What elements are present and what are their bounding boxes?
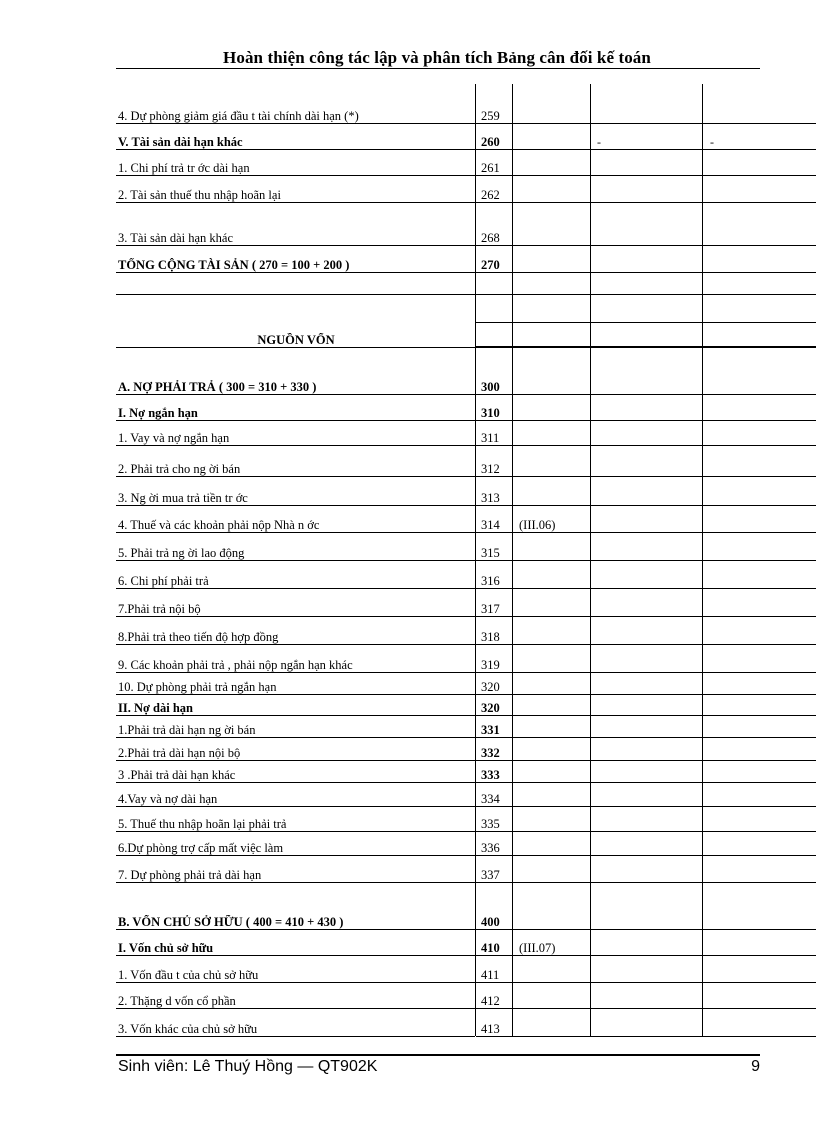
- table-row: [0, 129, 816, 149]
- row-rule: [476, 123, 816, 124]
- row-label: 7. Dự phòng phải trả dài hạn: [118, 868, 262, 882]
- row-label: 2. Thặng d vốn cổ phần: [118, 994, 236, 1008]
- row-value-current: -: [597, 135, 601, 149]
- row-rule: [476, 560, 816, 561]
- row-code: 319: [481, 658, 500, 672]
- row-rule: [476, 294, 816, 295]
- row-label: NGUỒN VỐN: [257, 333, 335, 347]
- row-code: 413: [481, 1022, 500, 1036]
- row-code: 411: [481, 968, 500, 982]
- row-rule: [476, 175, 816, 176]
- row-label: 7.Phải trả nội bộ: [118, 602, 201, 616]
- row-code: 260: [481, 135, 500, 149]
- table-row: [0, 103, 816, 123]
- row-code: 336: [481, 841, 500, 855]
- row-rule: [116, 272, 475, 273]
- row-rule: [476, 532, 816, 533]
- table-row: [0, 624, 816, 644]
- row-rule: [476, 806, 816, 807]
- row-rule: [476, 245, 816, 246]
- table-row: [0, 596, 816, 616]
- row-rule: [116, 882, 475, 883]
- row-rule: [116, 202, 475, 203]
- row-code: 314: [481, 518, 500, 532]
- table-row: [0, 182, 816, 202]
- row-rule: [476, 322, 816, 323]
- table-row: [0, 374, 816, 394]
- table-row: [0, 862, 816, 882]
- row-label: I. Nợ ngắn hạn: [118, 406, 198, 420]
- row-code: 335: [481, 817, 500, 831]
- row-rule: [476, 149, 816, 150]
- row-rule: [476, 1036, 816, 1037]
- row-rule: [116, 123, 475, 124]
- row-rule: [116, 420, 475, 421]
- row-label: 3. Vốn khác của chủ sở hữu: [118, 1022, 258, 1036]
- table-row: [0, 400, 816, 420]
- row-rule: [476, 394, 816, 395]
- table-row: [0, 155, 816, 175]
- row-rule: [116, 760, 475, 761]
- row-code: 259: [481, 109, 500, 123]
- table-row: [0, 786, 816, 806]
- page-number: 9: [751, 1058, 760, 1075]
- row-code: 312: [481, 462, 500, 476]
- row-rule: [116, 245, 475, 246]
- row-rule: [476, 616, 816, 617]
- row-rule: [116, 1008, 475, 1009]
- row-label: 6.Dự phòng trợ cấp mất việc làm: [118, 841, 284, 855]
- row-rule: [116, 715, 475, 716]
- table-row: [0, 512, 816, 532]
- row-rule: [476, 588, 816, 589]
- row-code: 313: [481, 491, 500, 505]
- row-rule: [476, 737, 816, 738]
- row-rule: [116, 588, 475, 589]
- row-rule: [476, 760, 816, 761]
- row-code: 315: [481, 546, 500, 560]
- row-code: 320: [481, 701, 500, 715]
- table-row: [0, 695, 816, 715]
- row-rule: [476, 445, 816, 446]
- row-rule: [476, 982, 816, 983]
- row-code: 317: [481, 602, 500, 616]
- row-rule: [476, 882, 816, 883]
- table-row: [0, 835, 816, 855]
- table-row: [0, 425, 816, 445]
- row-rule: [476, 476, 816, 477]
- row-label: 5. Phải trả ng ời lao động: [118, 546, 245, 560]
- row-label: 1. Vay và nợ ngắn hạn: [118, 431, 230, 445]
- row-label: 2. Tài sản thuế thu nhập hoãn lại: [118, 188, 281, 202]
- row-code: 320: [481, 680, 500, 694]
- table-row: [0, 327, 816, 347]
- row-code: 261: [481, 161, 500, 175]
- row-rule: [476, 955, 816, 956]
- row-rule: [116, 672, 475, 673]
- table-row: [0, 909, 816, 929]
- table-row: [0, 762, 816, 782]
- row-rule: [476, 505, 816, 506]
- table-row: [0, 252, 816, 272]
- table-row: [0, 652, 816, 672]
- row-rule: [116, 294, 475, 295]
- row-label: 4.Vay và nợ dài hạn: [118, 792, 218, 806]
- row-rule: [116, 476, 475, 477]
- row-label: V. Tài sản dài hạn khác: [118, 135, 243, 149]
- row-code: 311: [481, 431, 500, 445]
- table-row: [0, 674, 816, 694]
- row-label: TỔNG CỘNG TÀI SẢN ( 270 = 100 + 200 ): [118, 258, 350, 272]
- row-note: (III.06): [519, 518, 556, 532]
- row-rule: [476, 831, 816, 832]
- row-rule: [476, 782, 816, 783]
- row-label: 8.Phải trả theo tiến độ hợp đồng: [118, 630, 279, 644]
- row-code: 262: [481, 188, 500, 202]
- row-rule: [476, 715, 816, 716]
- row-rule: [476, 672, 816, 673]
- row-rule: [116, 955, 475, 956]
- row-rule: [116, 560, 475, 561]
- row-label: II. Nợ dài hạn: [118, 701, 194, 715]
- row-code: 268: [481, 231, 500, 245]
- table-row: [0, 225, 816, 245]
- row-rule: [476, 855, 816, 856]
- table-row: [0, 740, 816, 760]
- row-code: 331: [481, 723, 500, 737]
- table-row: [0, 1016, 816, 1036]
- row-label: 9. Các khoản phải trả , phải nộp ngắn hạn khác: [118, 658, 353, 672]
- row-rule: [476, 347, 816, 348]
- table-row: [0, 540, 816, 560]
- table-row: [0, 962, 816, 982]
- row-label: 10. Dự phòng phải trả ngắn hạn: [118, 680, 277, 694]
- table-row: [0, 717, 816, 737]
- row-rule: [116, 982, 475, 983]
- row-label: 1. Vốn đầu t của chủ sở hữu: [118, 968, 259, 982]
- row-rule: [476, 1008, 816, 1009]
- row-rule: [476, 644, 816, 645]
- row-label: 1. Chi phí trả tr ớc dài hạn: [118, 161, 250, 175]
- table-row: [0, 485, 816, 505]
- row-rule: [116, 175, 475, 176]
- row-rule: [116, 394, 475, 395]
- row-label: I. Vốn chủ sở hữu: [118, 941, 214, 955]
- row-rule: [116, 445, 475, 446]
- row-label: 2.Phải trả dài hạn nội bộ: [118, 746, 241, 760]
- row-value-previous: -: [710, 135, 714, 149]
- table-row: [0, 811, 816, 831]
- row-rule: [476, 202, 816, 203]
- row-label: 4. Dự phòng giảm giá đầu t tài chính dài hạn (*): [118, 109, 359, 123]
- row-code: 332: [481, 746, 500, 760]
- table-row: [0, 568, 816, 588]
- table-row: [0, 935, 816, 955]
- row-rule: [116, 737, 475, 738]
- row-code: 400: [481, 915, 500, 929]
- row-rule: [476, 929, 816, 930]
- row-label: 5. Thuế thu nhập hoãn lại phải trả: [118, 817, 287, 831]
- row-label: 1.Phải trả dài hạn ng ời bán: [118, 723, 256, 737]
- row-rule: [116, 347, 475, 348]
- footer-rule: [116, 1054, 760, 1056]
- row-rule: [116, 929, 475, 930]
- row-label: 4. Thuế và các khoản phải nộp Nhà n ớc: [118, 518, 320, 532]
- row-rule: [116, 644, 475, 645]
- page-header-title: Hoàn thiện công tác lập và phân tích Bảng cân đối kế toán: [223, 48, 651, 67]
- row-label: B. VỐN CHỦ SỞ HỮU ( 400 = 410 + 430 ): [118, 915, 344, 929]
- row-code: 318: [481, 630, 500, 644]
- table-row: [0, 274, 816, 294]
- row-label: A. NỢ PHẢI TRẢ ( 300 = 310 + 330 ): [118, 380, 317, 394]
- row-rule: [116, 831, 475, 832]
- row-rule: [476, 272, 816, 273]
- row-code: 412: [481, 994, 500, 1008]
- row-rule: [116, 806, 475, 807]
- row-rule: [116, 616, 475, 617]
- row-rule: [116, 505, 475, 506]
- row-code: 316: [481, 574, 500, 588]
- row-code: 410: [481, 941, 500, 955]
- row-rule: [116, 149, 475, 150]
- row-rule: [476, 420, 816, 421]
- row-code: 300: [481, 380, 500, 394]
- row-code: 310: [481, 406, 500, 420]
- row-rule: [116, 855, 475, 856]
- row-code: 270: [481, 258, 500, 272]
- row-rule: [476, 346, 816, 347]
- row-label: 3. Ng ời mua trả tiền tr ớc: [118, 491, 248, 505]
- row-code: 333: [481, 768, 500, 782]
- row-code: 337: [481, 868, 500, 882]
- footer-student: Sinh viên: Lê Thuý Hồng — QT902K: [118, 1058, 378, 1075]
- row-note: (III.07): [519, 941, 556, 955]
- row-label: 3. Tài sản dài hạn khác: [118, 231, 234, 245]
- row-rule: [116, 532, 475, 533]
- row-code: 334: [481, 792, 500, 806]
- row-rule: [116, 1036, 475, 1037]
- row-label: 6. Chi phí phải trả: [118, 574, 209, 588]
- row-label: 2. Phải trả cho ng ời bán: [118, 462, 241, 476]
- row-rule: [116, 782, 475, 783]
- row-label: 3 .Phải trả dài hạn khác: [118, 768, 236, 782]
- table-row: [0, 456, 816, 476]
- table-row: [0, 988, 816, 1008]
